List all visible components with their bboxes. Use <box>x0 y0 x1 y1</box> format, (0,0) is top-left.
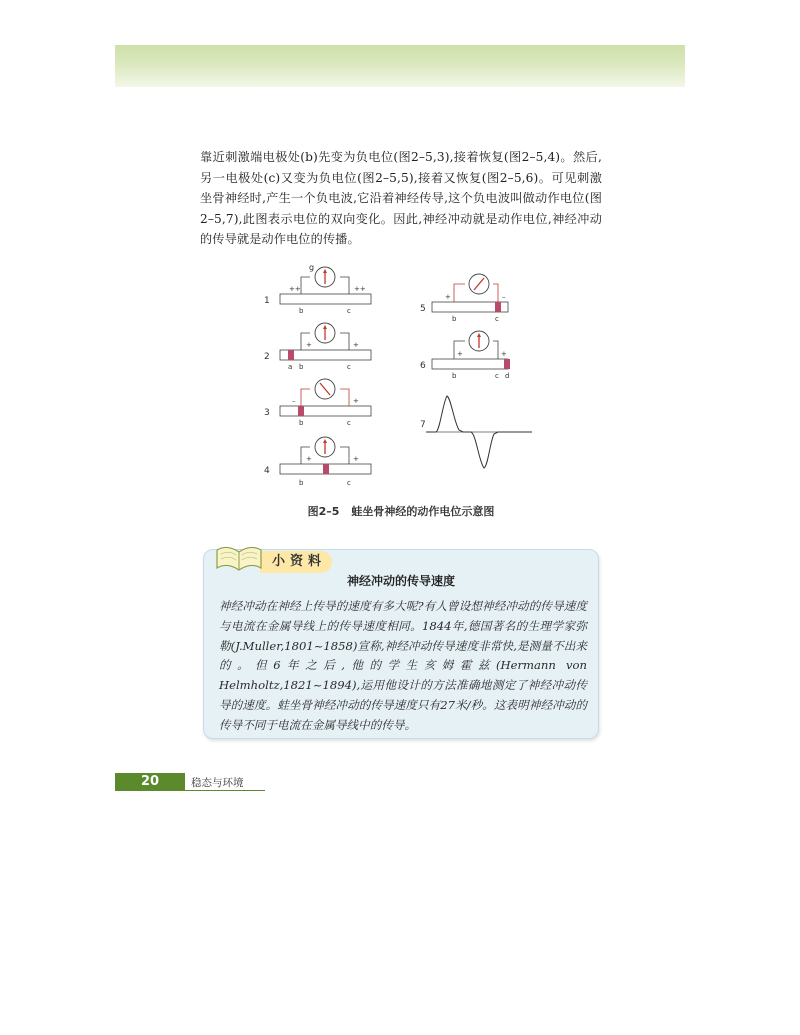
sign-left: + <box>306 341 312 349</box>
sign-right: + <box>353 455 359 463</box>
sign-right: + <box>353 397 359 405</box>
electrode-label-d: d <box>505 372 510 380</box>
wire-left <box>301 389 310 406</box>
panel-1 <box>264 263 371 315</box>
sign-right: ++ <box>354 285 366 293</box>
wire-right <box>493 284 498 302</box>
wire-right <box>340 333 349 350</box>
electrode-label-a: a <box>288 363 293 371</box>
figure-caption <box>200 503 602 519</box>
depolarized-zone <box>298 406 304 416</box>
figure-caption-text: 蛙坐骨神经的动作电位示意图 <box>351 505 495 518</box>
electrode-label-b: b <box>299 307 304 315</box>
panel-7 <box>420 396 532 468</box>
panel-3 <box>264 379 371 427</box>
panel-number-5: 5 <box>420 304 426 314</box>
wire-right <box>493 341 498 359</box>
wire-left <box>454 284 465 302</box>
electrode-label-b: b <box>299 479 304 487</box>
body-paragraph: 靠近刺激端电极处(b)先变为负电位(图2–5,3),接着恢复(图2–5,4)。然后,另一电极处(c)又变为负电位(图2–5,5),接着又恢复(图2–5,6)。可见刺激坐骨神经时,产生一个负电波,它沿着神经传导,这个负电波叫做动作电位(图2–5,7),此图表示电位的双向变化。因此,神经冲动就是动作电位,神经冲动的传导就是动作电位的传播。 <box>200 150 602 246</box>
wire-right <box>340 277 349 294</box>
electrode-label-b: b <box>299 363 304 371</box>
panel-4 <box>264 437 371 487</box>
nerve-fiber <box>280 294 371 304</box>
sign-right: – <box>502 293 506 301</box>
figure-caption-number: 图2–5 <box>307 505 340 518</box>
panel-number-6: 6 <box>420 361 426 371</box>
wire-left <box>301 277 310 294</box>
panel-number-7: 7 <box>420 420 426 430</box>
electrode-label-c: c <box>347 419 351 427</box>
header-band <box>115 45 685 87</box>
wire-right <box>340 447 349 464</box>
sign-left: + <box>306 455 312 463</box>
electrode-label-b: b <box>452 315 457 323</box>
depolarized-zone <box>288 350 294 360</box>
electrode-label-c: c <box>495 315 499 323</box>
nerve-fiber <box>280 406 371 416</box>
panel-number-2: 2 <box>264 352 270 362</box>
book-title: 稳态与环境 <box>191 777 244 789</box>
sign-left: + <box>457 350 463 358</box>
info-text: 神经冲动在神经上传导的速度有多大呢?有人曾设想神经冲动的传导速度与电流在金属导线上的传导速度相同。1844年,德国著名的生理学家弥勒(J.Muller,1801~1858)宣称,神经冲动传导速度非常快,是测量不出来的。但6年之后,他的学生亥姆霍兹(Hermann von Helmholtz,1821~1894),运用他设计的方法准确地测定了神经冲动传导的速度。蛙坐骨神经冲动的传导速度只有27米/秒。这表明神经冲动的传导不同于电流在金属导线中的传导。 <box>219 599 587 732</box>
sign-left: ++ <box>289 285 301 293</box>
info-title: 神经冲动的传导速度 <box>346 574 455 588</box>
electrode-label-c: c <box>347 363 351 371</box>
page-number: 20 <box>140 774 160 789</box>
panel-number-3: 3 <box>264 408 270 418</box>
wire-right <box>340 389 349 406</box>
sign-left: – <box>292 397 296 405</box>
panel-number-4: 4 <box>264 466 270 476</box>
electrode-label-c: c <box>347 307 351 315</box>
footer-rule <box>185 790 265 791</box>
figure-action-potential <box>250 262 550 502</box>
open-book-icon <box>213 540 265 574</box>
panel-2 <box>264 323 371 371</box>
sign-right: + <box>501 350 507 358</box>
depolarized-zone <box>504 359 510 369</box>
sign-left: + <box>445 293 451 301</box>
meter-label-g: g <box>309 263 315 272</box>
panel-6 <box>420 331 510 380</box>
depolarized-zone <box>323 464 329 474</box>
electrode-label-b: b <box>452 372 457 380</box>
info-tab-label: 小资料 <box>260 551 332 573</box>
nerve-fiber <box>432 359 508 369</box>
depolarized-zone <box>495 302 501 312</box>
electrode-label-b: b <box>299 419 304 427</box>
panel-5 <box>420 274 508 323</box>
sign-right: + <box>353 341 359 349</box>
electrode-label-c: c <box>347 479 351 487</box>
panel-number-1: 1 <box>264 296 270 306</box>
electrode-label-c: c <box>495 372 499 380</box>
